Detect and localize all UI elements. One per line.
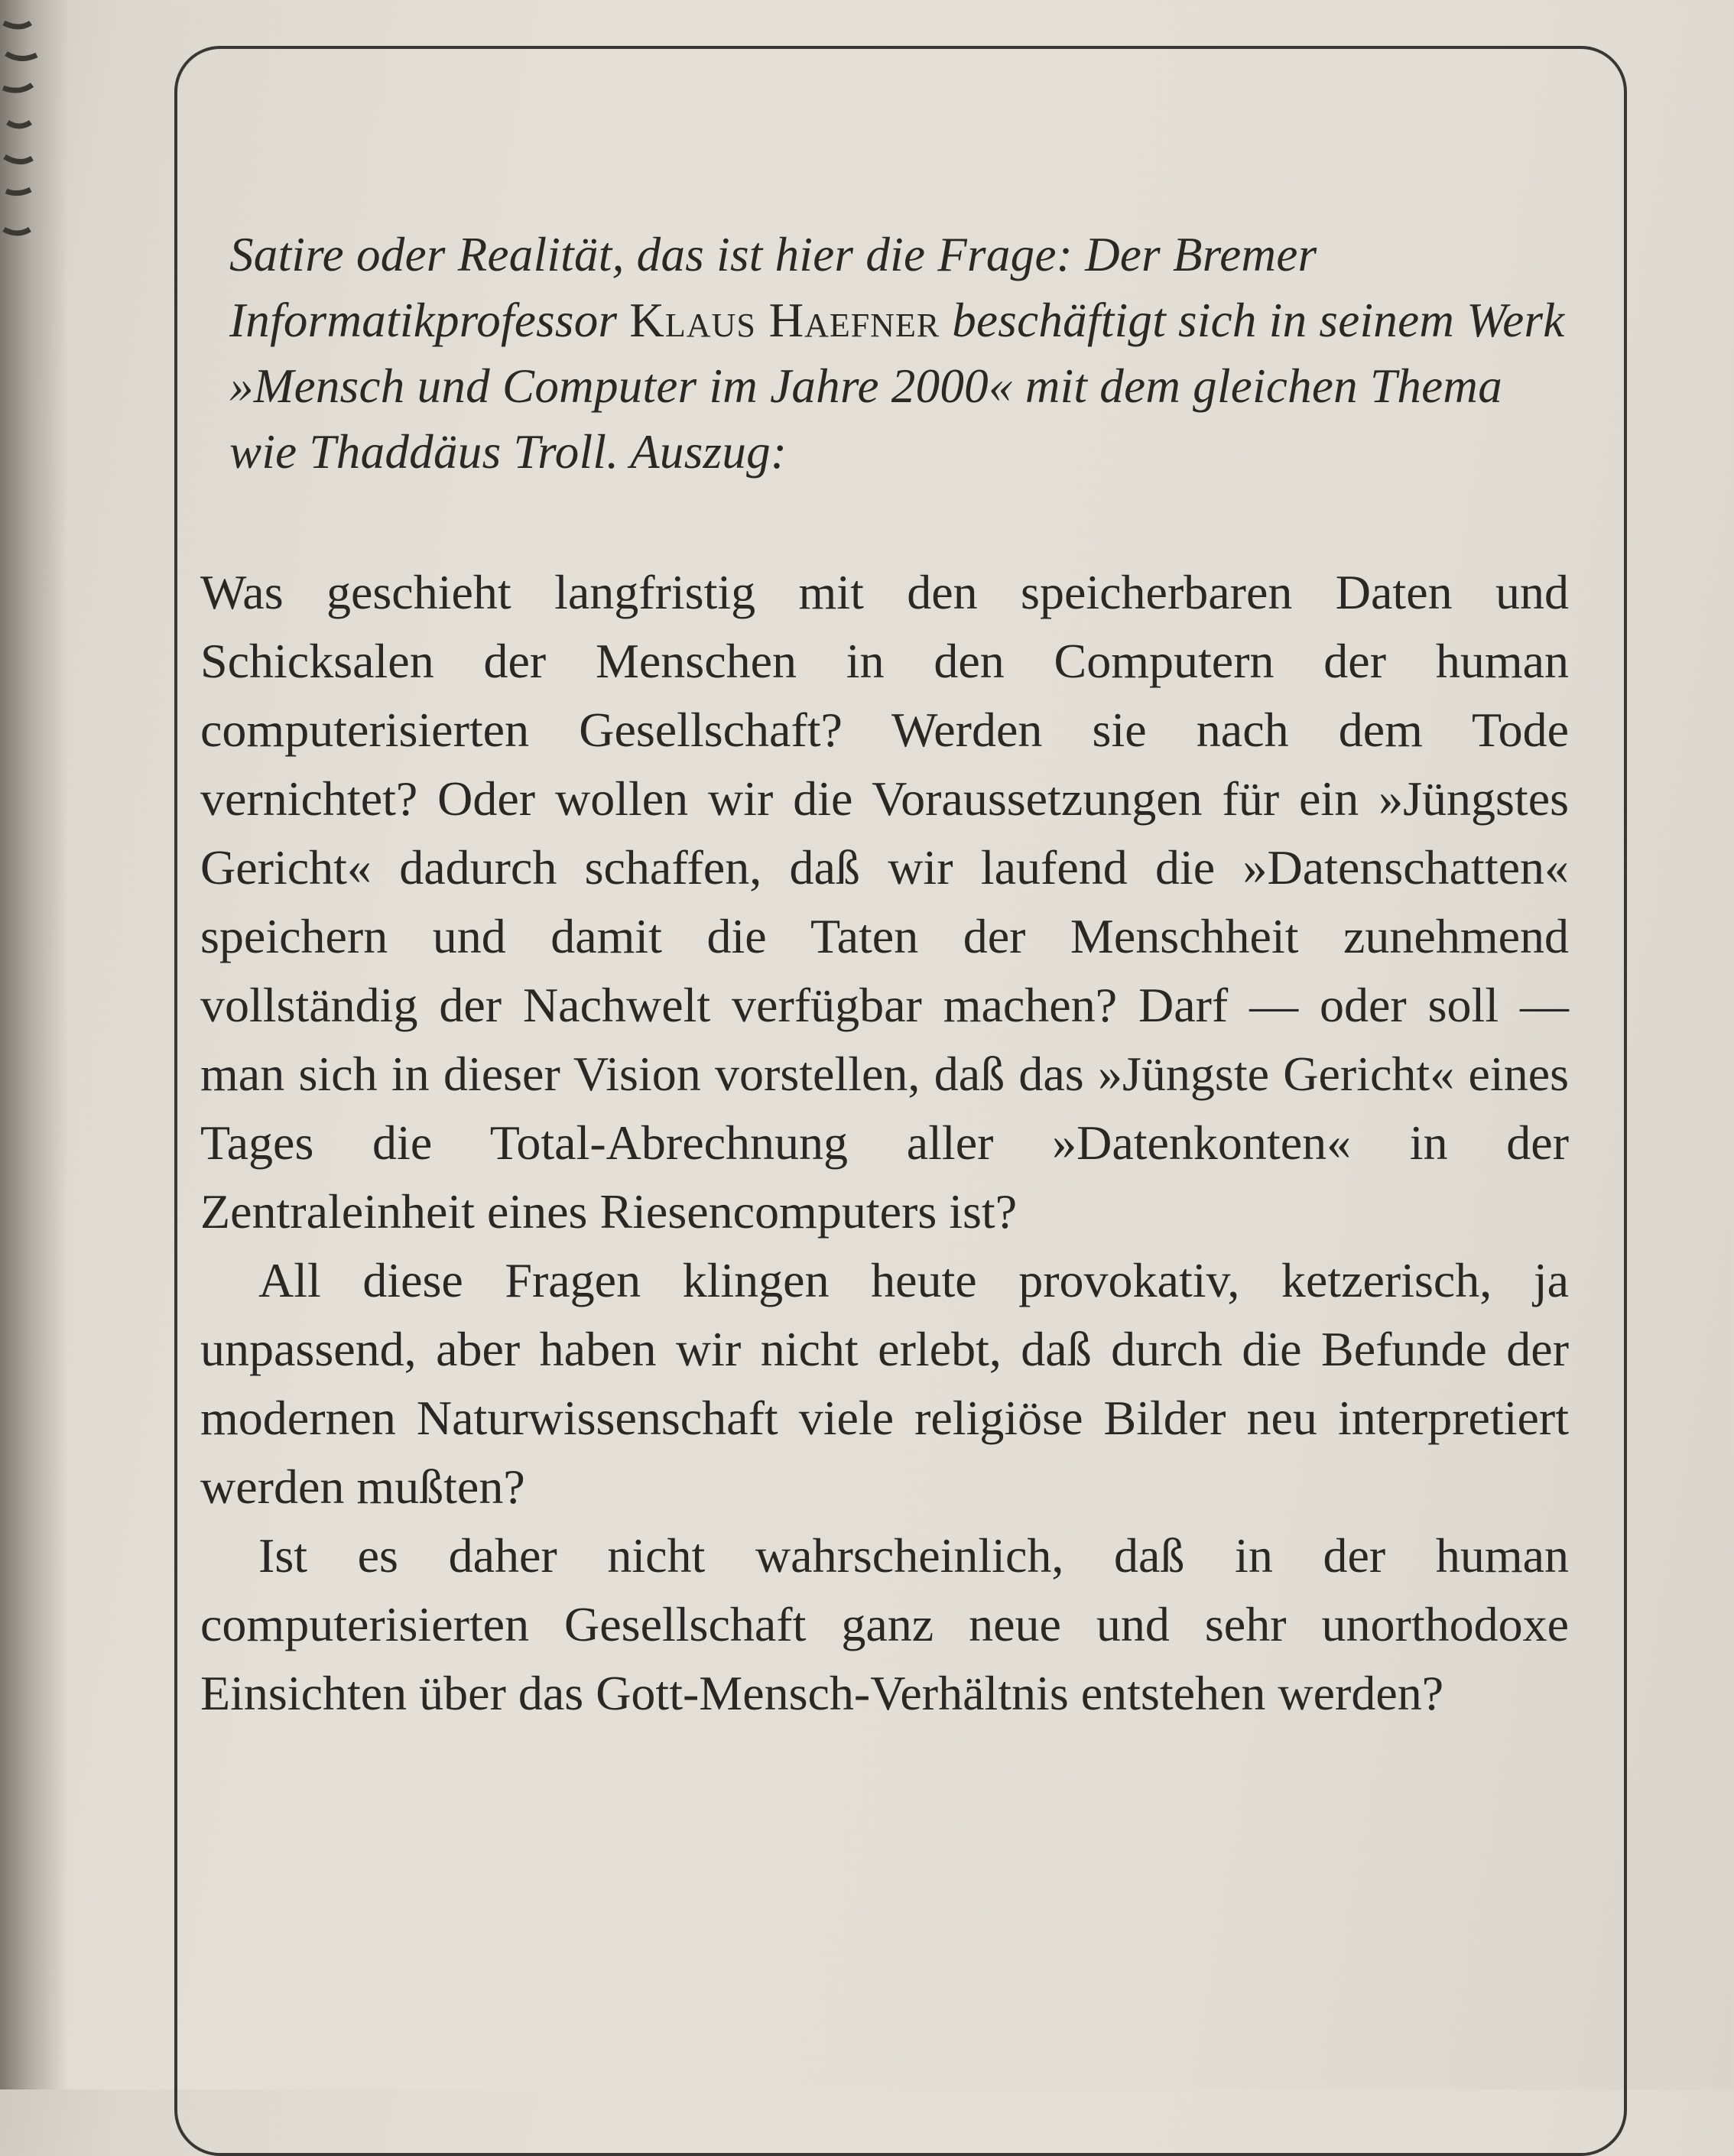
author-name: Klaus Haefner: [629, 294, 940, 347]
excerpt-paragraph-2: All diese Fragen klingen heute provokativ, ketzerisch, ja unpassend, aber haben wir nicht erlebt, daß durch die Befunde der modernen Naturwissenschaft viele religiöse Bilder neu interpretiert werden mußten?: [200, 1253, 1569, 1514]
facing-page-text-fragment: [0, 0, 54, 275]
excerpt-body: [200, 558, 1569, 1728]
intro-text-end: beschäftigt sich in seinem Werk »Mensch und Computer im Jahre 2000« mit dem gleichen Thema wie Thaddäus Troll. Auszug:: [229, 294, 1565, 479]
excerpt-paragraph-1: Was geschieht langfristig mit den speicherbaren Daten und Schicksalen der Menschen in den Computern der human computerisierten Gesellschaft? Werden sie nach dem Tode vernichtet? Oder wollen wir die Voraussetzungen für ein »Jüngstes Gericht« dadurch schaffen, daß wir laufend die »Datenschatten« speichern und damit die Taten der Menschheit zunehmend vollständig der Nachwelt verfügbar machen? Darf — oder soll — man sich in dieser Vision vorstellen, daß das »Jüngste Gericht« eines Tages die Total-Abrechnung aller »Datenkonten« in der Zentraleinheit eines Riesencomputers ist?: [200, 565, 1569, 1239]
page-gutter-shadow: [0, 0, 69, 2089]
intro-paragraph: [229, 222, 1575, 485]
excerpt-paragraph-3: Ist es daher nicht wahrscheinlich, daß in der human computerisierten Gesellschaft ganz neue und sehr unorthodoxe Einsichten über das Gott-Mensch-Verhältnis entstehen werden?: [200, 1528, 1569, 1720]
intro-text-start: Satire oder Realität, das ist hier die Frage: Der Bremer Informatikprofessor: [229, 228, 1317, 347]
